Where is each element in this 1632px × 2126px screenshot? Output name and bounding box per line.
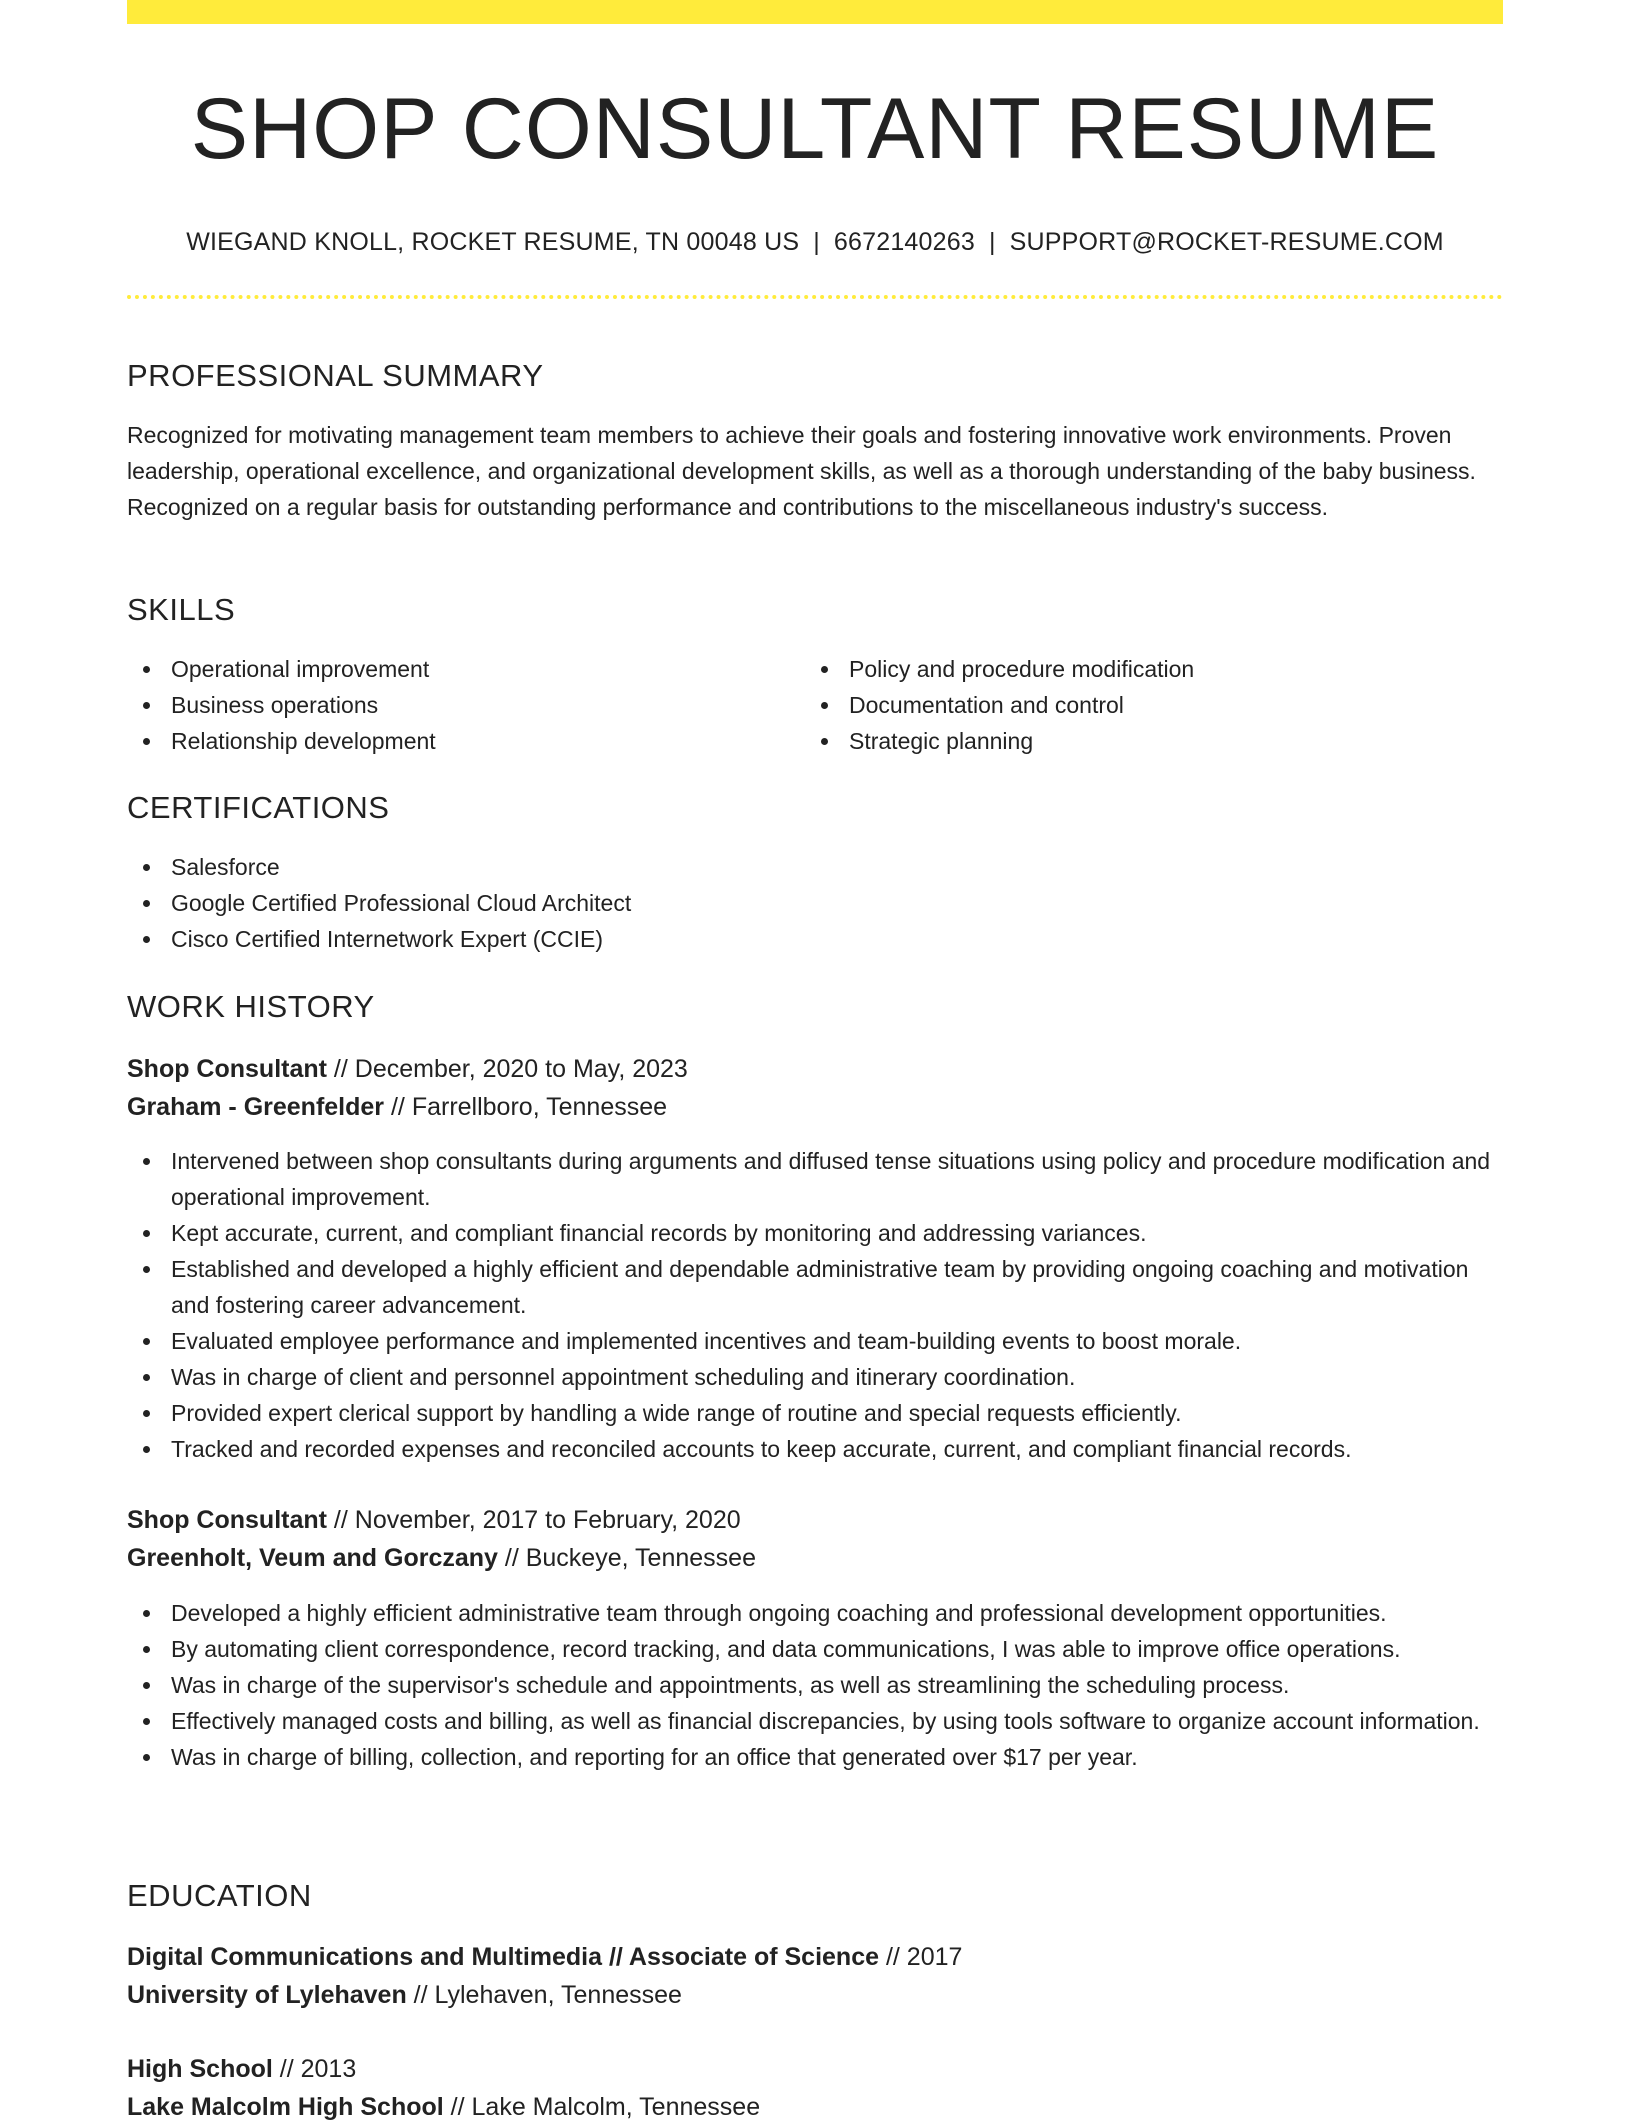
job-bullet: Was in charge of client and personnel appointment scheduling and itinerary coordination. (127, 1359, 1503, 1395)
summary-text: Recognized for motivating management team members to achieve their goals and fostering innovative work environments. Proven leadership, operational excellence, and organizational development skills, as well as a thorough understanding of the baby business. Recognized on a regular basis for outstanding performance and contributions to the miscellaneous industry's success. (127, 422, 1476, 520)
education-school: University of Lylehaven (127, 1981, 407, 2009)
work-history-heading: WORK HISTORY (127, 989, 375, 1024)
job-role-line (127, 1501, 1503, 1539)
job-location: // Buckeye, Tennessee (497, 1544, 756, 1572)
contact-address: WIEGAND KNOLL, ROCKET RESUME, TN 00048 US (186, 228, 800, 256)
education-heading: EDUCATION (127, 1878, 312, 1913)
education-entry (127, 1938, 1503, 2014)
job-bullet: Provided expert clerical support by handling a wide range of routine and special requests efficiently. (127, 1395, 1503, 1431)
dotted-divider (127, 295, 1503, 299)
education-degree: High School (127, 2055, 273, 2083)
education-degree: Digital Communications and Multimedia // Associate of Science (127, 1943, 880, 1971)
education-school-line (127, 1976, 1503, 2014)
job-location: // Farrellboro, Tennessee (384, 1093, 668, 1121)
skill-item: Policy and procedure modification (805, 651, 1483, 687)
job-company-line (127, 1088, 1503, 1126)
job-bullets (127, 1595, 1503, 1775)
job-bullet: Tracked and recorded expenses and reconciled accounts to keep accurate, current, and compliant financial records. (127, 1431, 1503, 1467)
contact-separator: | (813, 228, 820, 256)
education-year: // 2013 (272, 2055, 357, 2083)
skills-grid (127, 651, 1503, 759)
skill-item: Business operations (127, 687, 805, 723)
job-bullet: Developed a highly efficient administrative team through ongoing coaching and professional development opportunities. (127, 1595, 1503, 1631)
job-role: Shop Consultant (127, 1506, 327, 1534)
job-header (127, 1501, 1503, 1577)
job-company: Graham - Greenfelder (127, 1093, 385, 1121)
education-entry (127, 2050, 1503, 2126)
skill-item: Operational improvement (127, 651, 805, 687)
certification-item: Salesforce (127, 849, 1503, 885)
page-title: SHOP CONSULTANT RESUME (190, 81, 1440, 177)
job-company-line (127, 1539, 1503, 1577)
job-role: Shop Consultant (127, 1055, 327, 1083)
job-role-line (127, 1050, 1503, 1088)
skills-heading: SKILLS (127, 592, 236, 627)
job-company: Greenholt, Veum and Gorczany (127, 1544, 498, 1572)
job-bullet: Established and developed a highly efficient and dependable administrative team by providing ongoing coaching and motivation and fostering career advancement. (127, 1251, 1503, 1323)
job-header (127, 1050, 1503, 1126)
job-dates: // December, 2020 to May, 2023 (326, 1055, 688, 1083)
certifications-list (127, 849, 1503, 957)
certification-item: Google Certified Professional Cloud Architect (127, 885, 1503, 921)
job-bullet: Was in charge of billing, collection, and reporting for an office that generated over $17 per year. (127, 1739, 1503, 1775)
education-location: // Lylehaven, Tennessee (406, 1981, 682, 2009)
skill-item: Strategic planning (805, 723, 1483, 759)
education-school: Lake Malcolm High School (127, 2093, 444, 2121)
certifications-heading: CERTIFICATIONS (127, 790, 390, 825)
summary-heading: PROFESSIONAL SUMMARY (127, 358, 544, 393)
education-degree-line (127, 1938, 1503, 1976)
skill-item: Documentation and control (805, 687, 1483, 723)
job-bullet: Was in charge of the supervisor's schedule and appointments, as well as streamlining the scheduling process. (127, 1667, 1503, 1703)
contact-email: SUPPORT@ROCKET-RESUME.COM (1009, 228, 1444, 256)
education-year: // 2017 (879, 1943, 963, 1971)
certification-item: Cisco Certified Internetwork Expert (CCIE) (127, 921, 1503, 957)
contact-separator: | (988, 228, 996, 256)
education-degree-line (127, 2050, 1503, 2088)
job-bullet: Intervened between shop consultants during arguments and diffused tense situations using policy and procedure modification and operational improvement. (127, 1143, 1503, 1215)
job-bullets (127, 1143, 1503, 1467)
contact-phone: 6672140263 (833, 228, 975, 256)
job-bullet: By automating client correspondence, record tracking, and data communications, I was able to improve office operations. (127, 1631, 1503, 1667)
job-bullet: Effectively managed costs and billing, as well as financial discrepancies, by using tools software to organize account information. (127, 1703, 1503, 1739)
education-location: // Lake Malcolm, Tennessee (443, 2093, 761, 2121)
skills-column-left (127, 651, 805, 759)
contact-line (127, 230, 1503, 255)
job-dates: // November, 2017 to February, 2020 (326, 1506, 741, 1534)
education-school-line (127, 2088, 1503, 2126)
job-bullet: Evaluated employee performance and implemented incentives and team-building events to boost morale. (127, 1323, 1503, 1359)
resume-page (127, 0, 1503, 2121)
accent-top-bar (127, 0, 1503, 24)
job-bullet: Kept accurate, current, and compliant financial records by monitoring and addressing variances. (127, 1215, 1503, 1251)
skill-item: Relationship development (127, 723, 805, 759)
skills-column-right (805, 651, 1483, 759)
